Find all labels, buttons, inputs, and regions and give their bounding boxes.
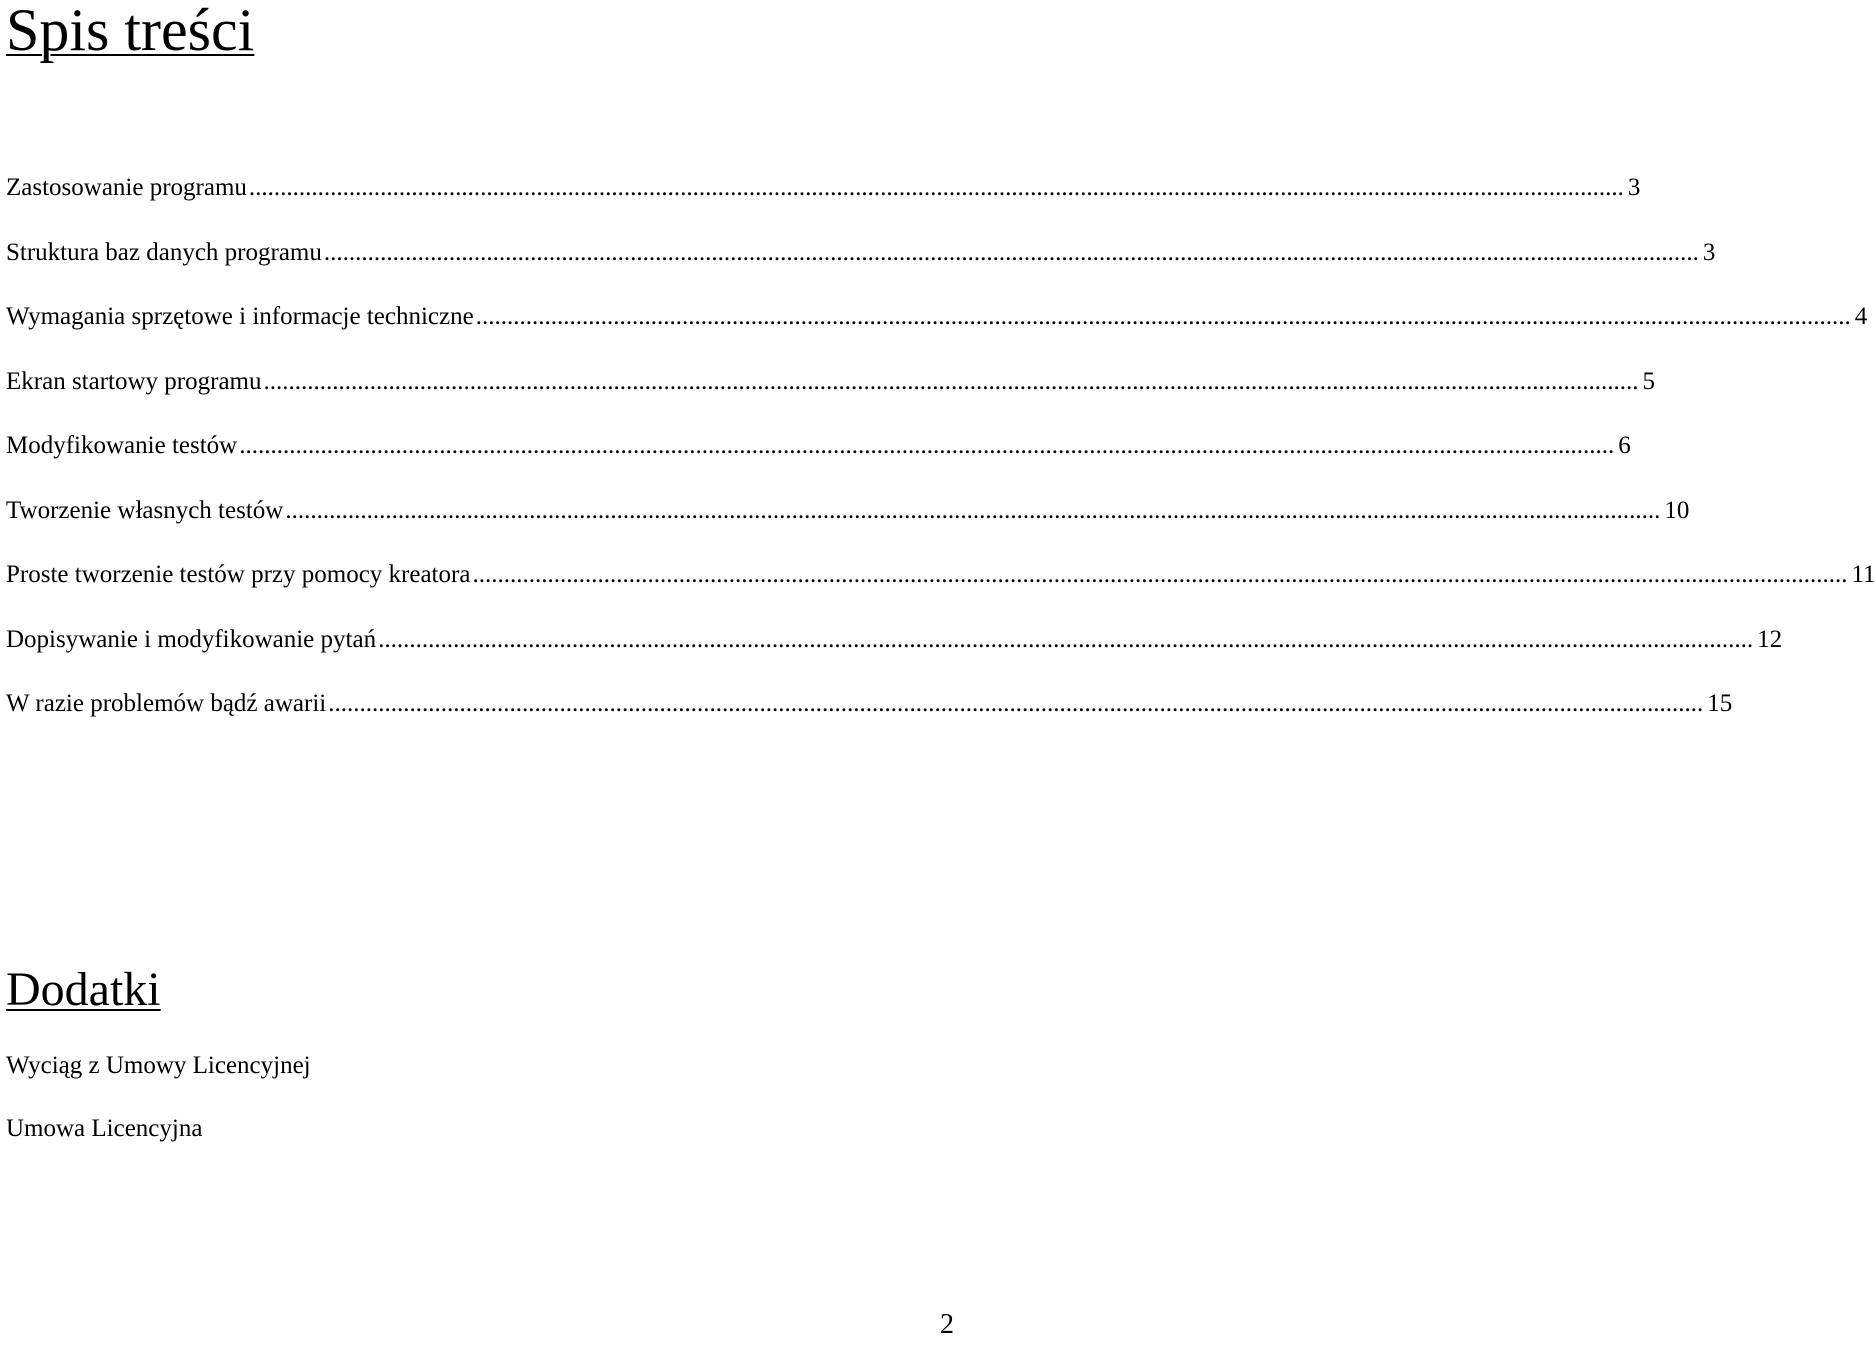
- toc-leader-dots: ............................................................................................................................................................................................................................: [328, 690, 1704, 717]
- appendix-title: Dodatki: [6, 963, 161, 1016]
- toc-entry-label: Tworzenie własnych testów: [6, 496, 284, 524]
- toc-entry[interactable]: [6, 233, 1716, 298]
- appendix-item[interactable]: Wyciąg z Umowy Licencyjnej: [6, 1052, 311, 1079]
- toc-entry-page: 4: [1854, 303, 1868, 330]
- toc-entry[interactable]: [6, 555, 1876, 620]
- toc-entry[interactable]: [6, 491, 1690, 556]
- toc-entry-page: 15: [1707, 690, 1733, 717]
- toc-entry-page: 6: [1618, 432, 1631, 459]
- appendix-item[interactable]: Umowa Licencyjna: [6, 1115, 203, 1142]
- toc-entry[interactable]: [6, 620, 1783, 685]
- toc-entry-page: 3: [1627, 174, 1641, 201]
- toc-entry-label: Wymagania sprzętowe i informacje techniczne: [6, 303, 474, 330]
- toc-leader-dots: ............................................................................................................................................................................................................................: [378, 625, 1754, 653]
- page-number: 2: [940, 1309, 954, 1340]
- appendix-list: [6, 1046, 311, 1172]
- page-title: Spis treści: [6, 0, 255, 63]
- toc-entry[interactable]: [6, 426, 1631, 491]
- toc-leader-dots: ............................................................................................................................................................................................................................: [285, 496, 1661, 524]
- toc-entry-page: 12: [1757, 625, 1783, 653]
- toc-entry-label: Dopisywanie i modyfikowanie pytań: [6, 625, 377, 653]
- toc-entry[interactable]: [6, 297, 1868, 362]
- toc-entry[interactable]: [6, 168, 1641, 233]
- toc-entry-page: 11: [1851, 561, 1876, 588]
- toc-entry-label: W razie problemów bądź awarii: [6, 690, 327, 717]
- toc-leader-dots: ............................................................................................................................................................................................................................: [323, 238, 1699, 266]
- toc-entry-label: Zastosowanie programu: [6, 174, 247, 201]
- toc-leader-dots: ............................................................................................................................................................................................................................: [239, 432, 1615, 459]
- toc-leader-dots: ............................................................................................................................................................................................................................: [263, 367, 1639, 395]
- toc-entry-label: Proste tworzenie testów przy pomocy kreatora: [6, 561, 471, 588]
- toc-entry[interactable]: [6, 684, 1733, 749]
- toc-entry-page: 5: [1642, 367, 1655, 395]
- toc-entry-page: 10: [1664, 496, 1690, 524]
- toc-entry-page: 3: [1702, 238, 1716, 266]
- table-of-contents: [6, 168, 1876, 749]
- toc-entry-label: Ekran startowy programu: [6, 367, 262, 395]
- toc-leader-dots: ............................................................................................................................................................................................................................: [472, 561, 1848, 588]
- toc-entry-label: Modyfikowanie testów: [6, 432, 238, 459]
- toc-leader-dots: ............................................................................................................................................................................................................................: [248, 174, 1624, 201]
- toc-entry[interactable]: [6, 362, 1655, 427]
- toc-leader-dots: ............................................................................................................................................................................................................................: [475, 303, 1851, 330]
- toc-entry-label: Struktura baz danych programu: [6, 238, 322, 266]
